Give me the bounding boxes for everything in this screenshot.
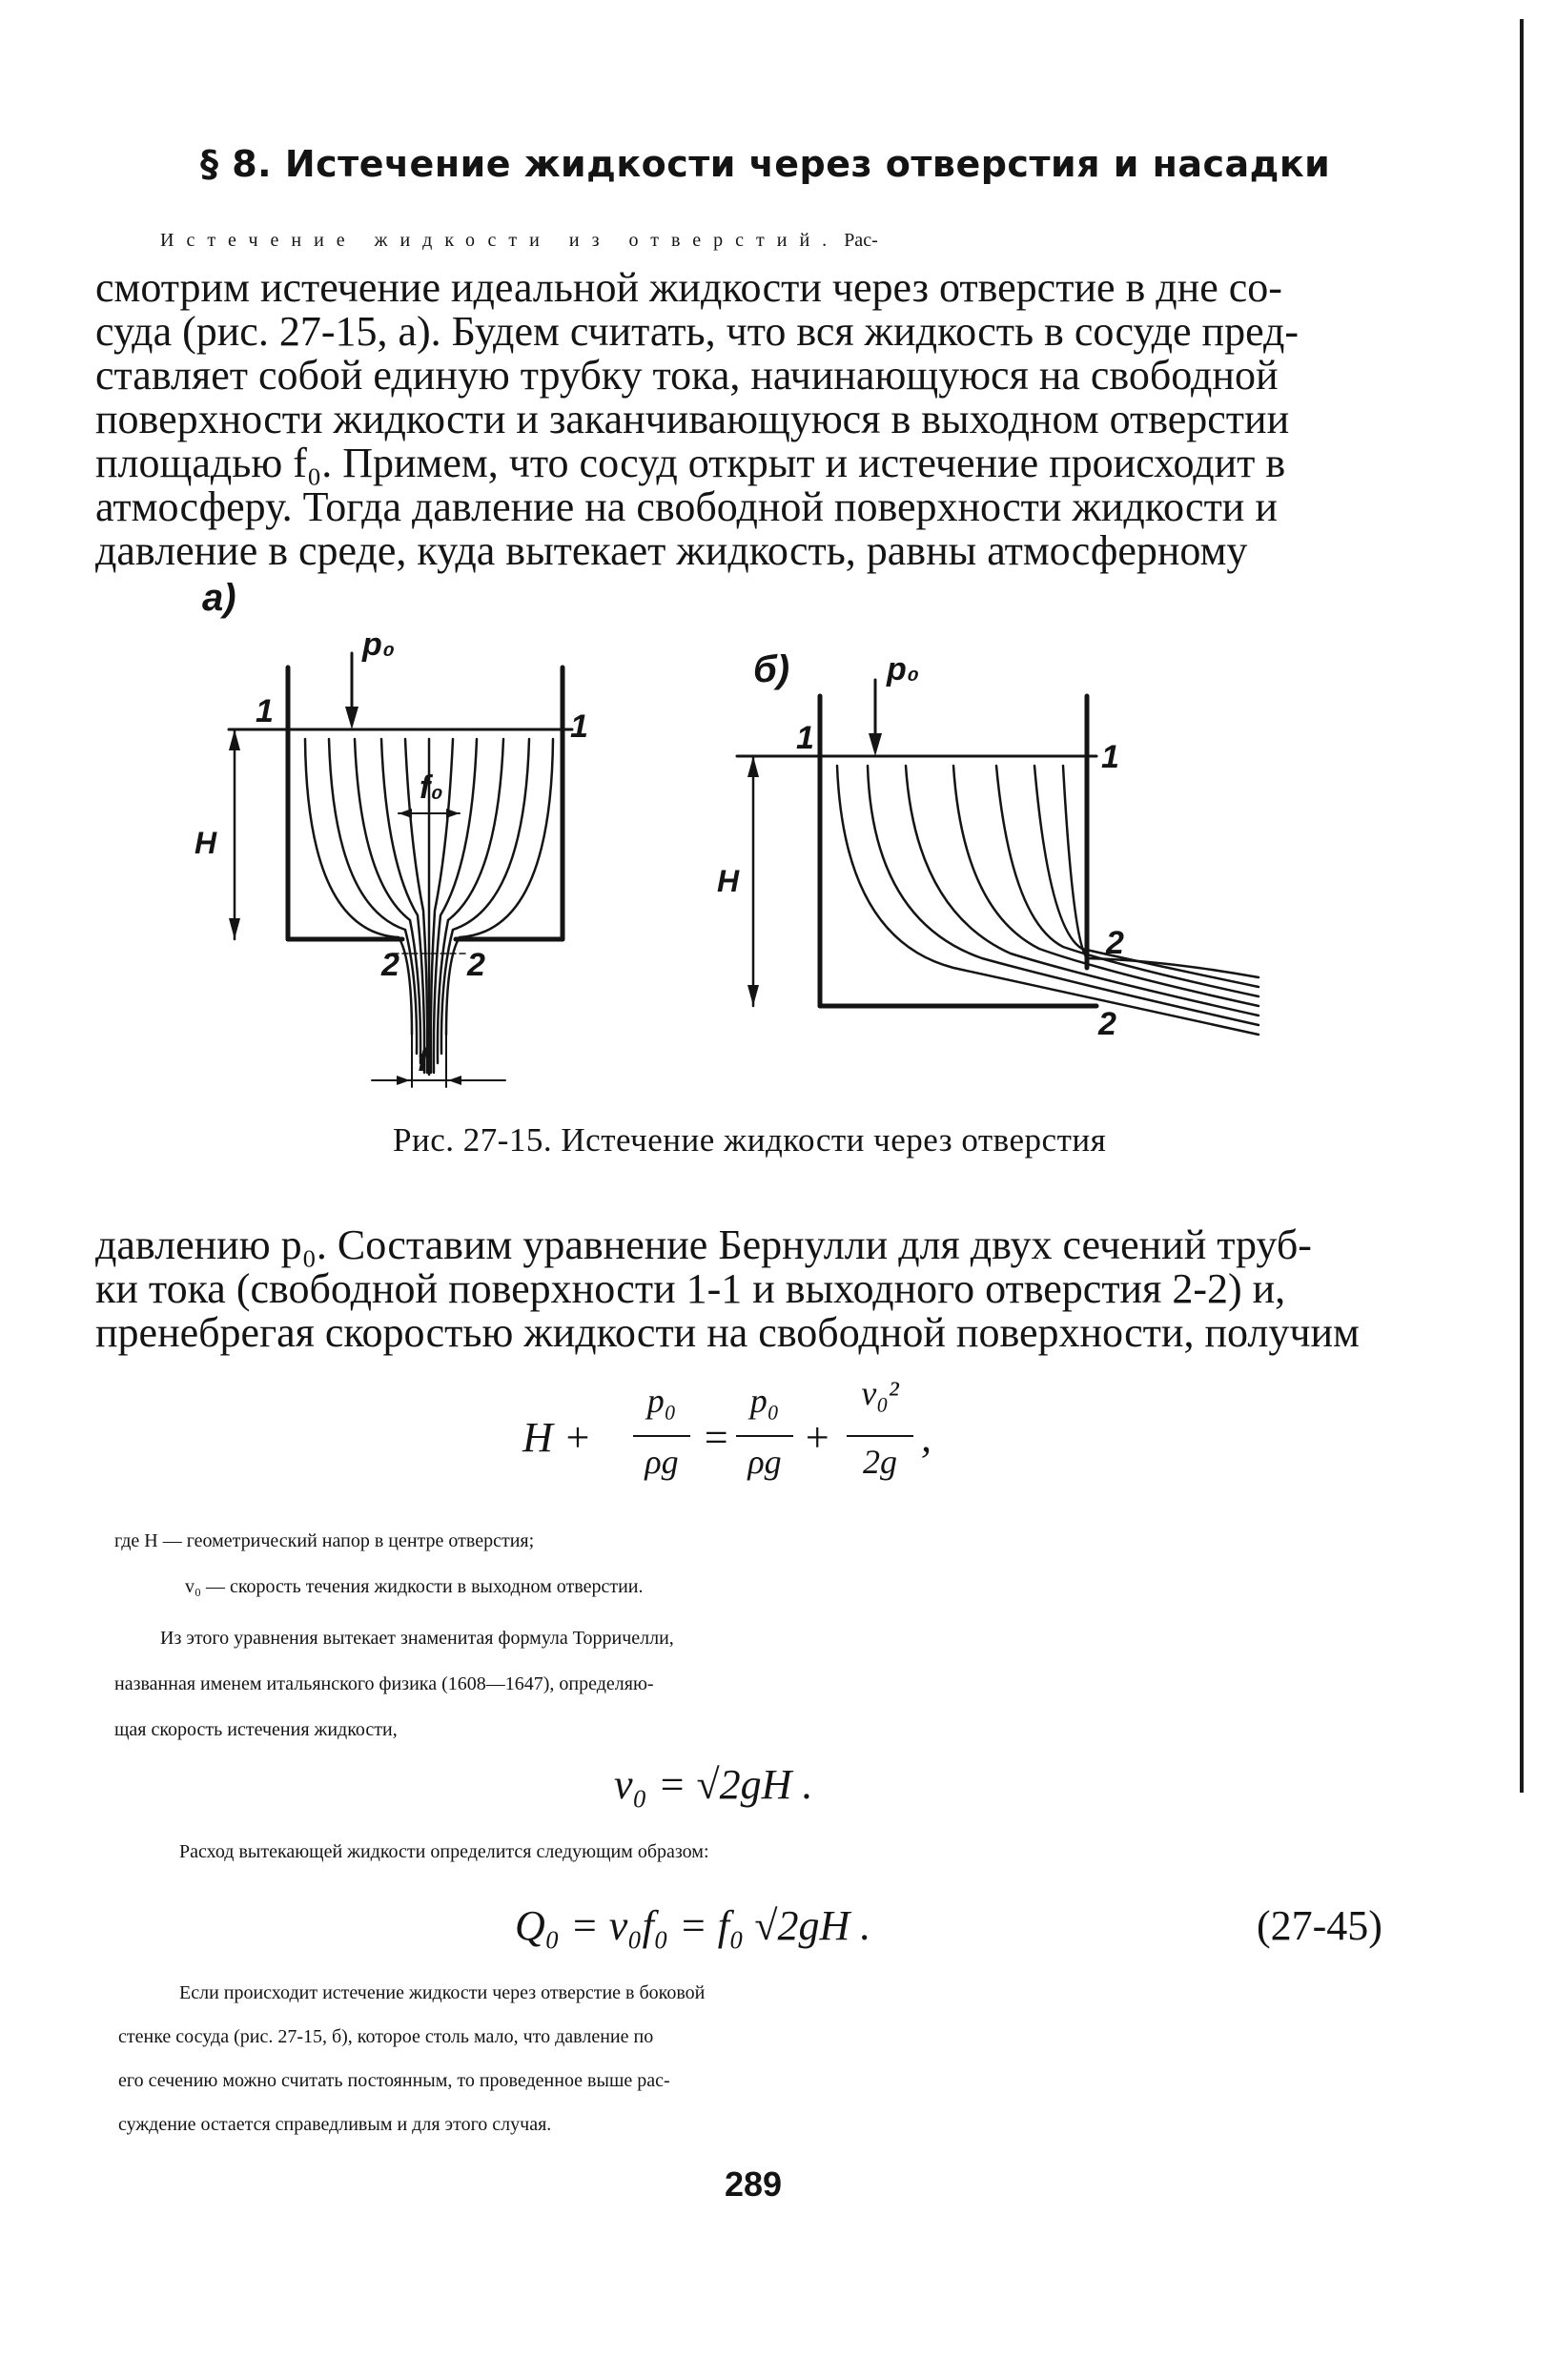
para4-line: Расход вытекающей жидкости определится следующим образом: bbox=[179, 1841, 709, 1862]
eq1-den3: 2g bbox=[863, 1443, 897, 1481]
equation-number: (27-45) bbox=[1257, 1902, 1382, 1949]
eq1-den2: ρg bbox=[747, 1443, 782, 1481]
para1-line-6: площадью f₀. Примем, что сосуд открыт и истечение происходит в bbox=[95, 440, 1286, 486]
para5-line-3: его сечению можно считать постоянным, то проведенное выше рас- bbox=[118, 2070, 670, 2091]
para1-line-4: ставляет собой единую трубку тока, начинающуюся на свободной bbox=[95, 352, 1279, 399]
para3-line-3: щая скорость истечения жидкости, bbox=[114, 1719, 398, 1740]
panel-b-label: б) bbox=[753, 648, 790, 690]
para1-line-8: давление в среде, куда вытекает жидкость, равны атмосферному bbox=[95, 527, 1248, 574]
figure-caption: Рис. 27-15. Истечение жидкости через отверстия bbox=[393, 1121, 1107, 1159]
section-1-left-b: 1 bbox=[796, 720, 814, 756]
where-line-2: v₀ — скорость течения жидкости в выходном отверстии. bbox=[185, 1576, 644, 1597]
equation-torricelli: v₀ = √2gH . bbox=[614, 1761, 813, 1808]
eq1-left: H + bbox=[522, 1414, 592, 1461]
streamlines-b bbox=[837, 766, 1259, 1035]
figure-27-15 bbox=[0, 577, 1556, 1111]
para2-line-3: пренебрегая скоростью жидкости на свободной поверхности, получим bbox=[95, 1309, 1360, 1356]
para3-line-1: Из этого уравнения вытекает знаменитая формула Торричелли, bbox=[160, 1628, 674, 1649]
H-label-a: H bbox=[194, 826, 217, 860]
para1-line-5: поверхности жидкости и заканчивающуюся в выходном отверстии bbox=[95, 396, 1290, 442]
eq1-bar3 bbox=[847, 1435, 913, 1437]
H-label-b: H bbox=[717, 864, 740, 898]
section-2-left-a: 2 bbox=[381, 947, 399, 983]
para2-line-1: давлению p₀. Составим уравнение Бернулли для двух сечений труб- bbox=[95, 1221, 1312, 1268]
eq1-num1: p₀ bbox=[646, 1382, 677, 1420]
para5-line-2: стенке сосуда (рис. 27-15, б), которое столь мало, что давление по bbox=[118, 2026, 654, 2047]
p0-label-a: p₀ bbox=[362, 626, 396, 663]
para2-line-2: ки тока (свободной поверхности 1-1 и выходного отверстия 2-2) и, bbox=[95, 1265, 1286, 1312]
para3-line-2: названная именем итальянского физика (1608—1647), определяю- bbox=[114, 1673, 654, 1694]
f-label: f bbox=[418, 1042, 429, 1078]
eq1-bar1 bbox=[633, 1435, 690, 1437]
section-1-left-a: 1 bbox=[256, 693, 274, 729]
section-2-bottom-b: 2 bbox=[1098, 1006, 1116, 1042]
eq1-bar2 bbox=[736, 1435, 793, 1437]
para1-line-1 bbox=[160, 217, 1495, 263]
p0-label-b: p₀ bbox=[887, 651, 920, 687]
section-heading: § 8. Истечение жидкости через отверстия и насадки bbox=[200, 143, 1331, 185]
where-line-1: где H — геометрический напор в центре отверстия; bbox=[114, 1530, 535, 1551]
section-1-right-a: 1 bbox=[570, 708, 588, 745]
para5-line-1: Если происходит истечение жидкости через отверстие в боковой bbox=[179, 1982, 706, 2003]
equation-flow-rate: Q₀ = v₀f₀ = f₀ √2gH . bbox=[515, 1902, 871, 1949]
para1-line-1-rest: Рас- bbox=[844, 230, 878, 251]
vessel-a bbox=[229, 653, 572, 1087]
para1-line-2: смотрим истечение идеальной жидкости через отверстие в дне со- bbox=[95, 264, 1282, 311]
eq1-num3: v₀² bbox=[861, 1374, 899, 1412]
eq1-num2: p₀ bbox=[749, 1382, 780, 1420]
eq1-den1: ρg bbox=[645, 1443, 679, 1481]
page-number: 289 bbox=[725, 2165, 783, 2204]
eq1-comma: , bbox=[921, 1414, 932, 1461]
eq1-plus: + bbox=[803, 1414, 831, 1461]
para1-line-3: суда (рис. 27-15, а). Будем считать, что вся жидкость в сосуде пред- bbox=[95, 308, 1300, 355]
section-2-right-a: 2 bbox=[467, 947, 485, 983]
eq1-equals: = bbox=[702, 1414, 730, 1461]
para5-line-4: суждение остается справедливым и для этого случая. bbox=[118, 2114, 552, 2135]
f0-label: f₀ bbox=[420, 769, 443, 806]
para1-line-7: атмосферу. Тогда давление на свободной поверхности жидкости и bbox=[95, 483, 1278, 530]
section-2-top-b: 2 bbox=[1106, 925, 1124, 961]
section-1-right-b: 1 bbox=[1101, 739, 1119, 775]
panel-a-label: а) bbox=[202, 577, 236, 619]
para1-lead: Истечение жидкости из отверстий. bbox=[160, 230, 840, 251]
